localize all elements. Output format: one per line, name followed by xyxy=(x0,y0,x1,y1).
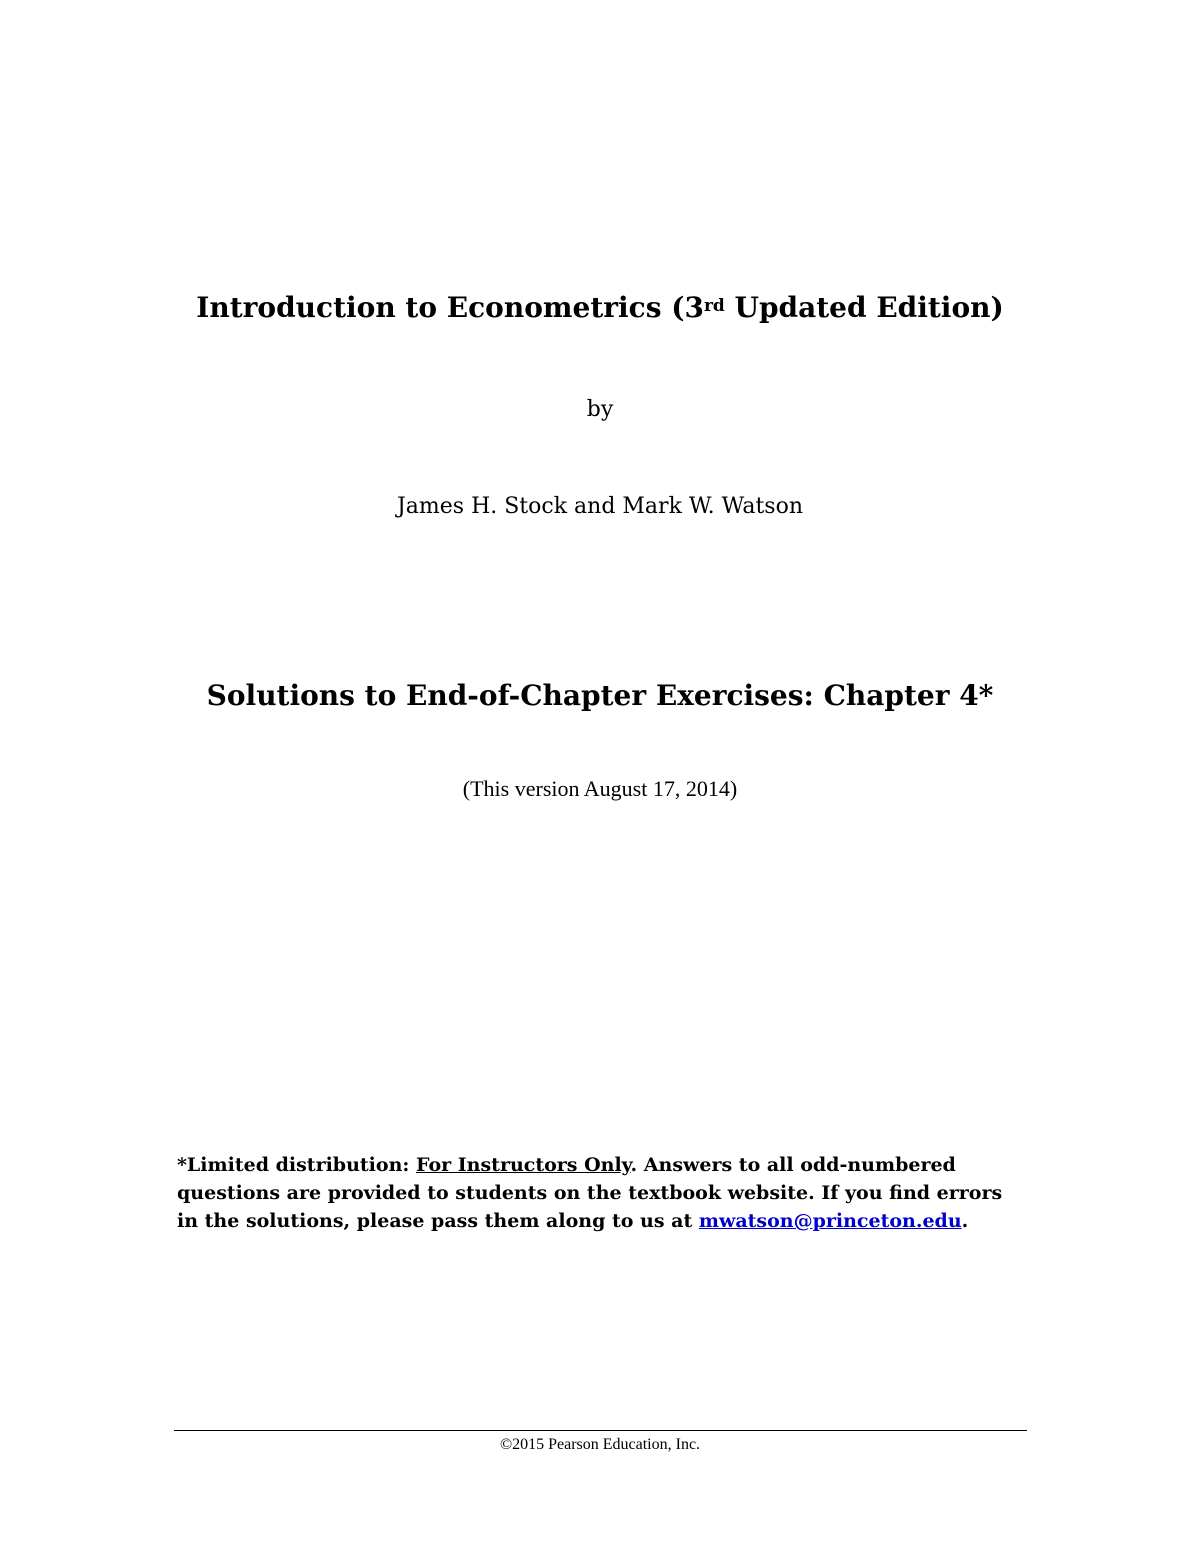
authors: James H. Stock and Mark W. Watson xyxy=(396,494,804,519)
solutions-heading: Solutions to End-of-Chapter Exercises: Chapter 4* xyxy=(206,679,994,712)
email-link[interactable]: mwatson@princeton.edu xyxy=(698,1210,962,1232)
footnote-end: . xyxy=(961,1210,969,1232)
footer-divider xyxy=(174,1430,1027,1431)
by-line: by xyxy=(586,397,614,422)
footnote-body: . Answers to all odd-numbered questions are provided to students on the textbook website. If you find errors in the solutions, please pass them along to us at xyxy=(177,1154,1003,1232)
copyright-footer: ©2015 Pearson Education, Inc. xyxy=(499,1436,701,1453)
version-date: (This version August 17, 2014) xyxy=(462,776,738,801)
footnote-lead: *Limited distribution: xyxy=(177,1154,417,1176)
instructors-only-text: For Instructors Only xyxy=(416,1154,631,1176)
book-title-rest: Updated Edition) xyxy=(724,291,1004,324)
distribution-footnote xyxy=(177,1151,1007,1235)
book-title-main: Introduction to Econometrics (3 xyxy=(196,291,704,324)
book-title-superscript: rd xyxy=(703,296,725,316)
book-title xyxy=(0,288,1200,328)
